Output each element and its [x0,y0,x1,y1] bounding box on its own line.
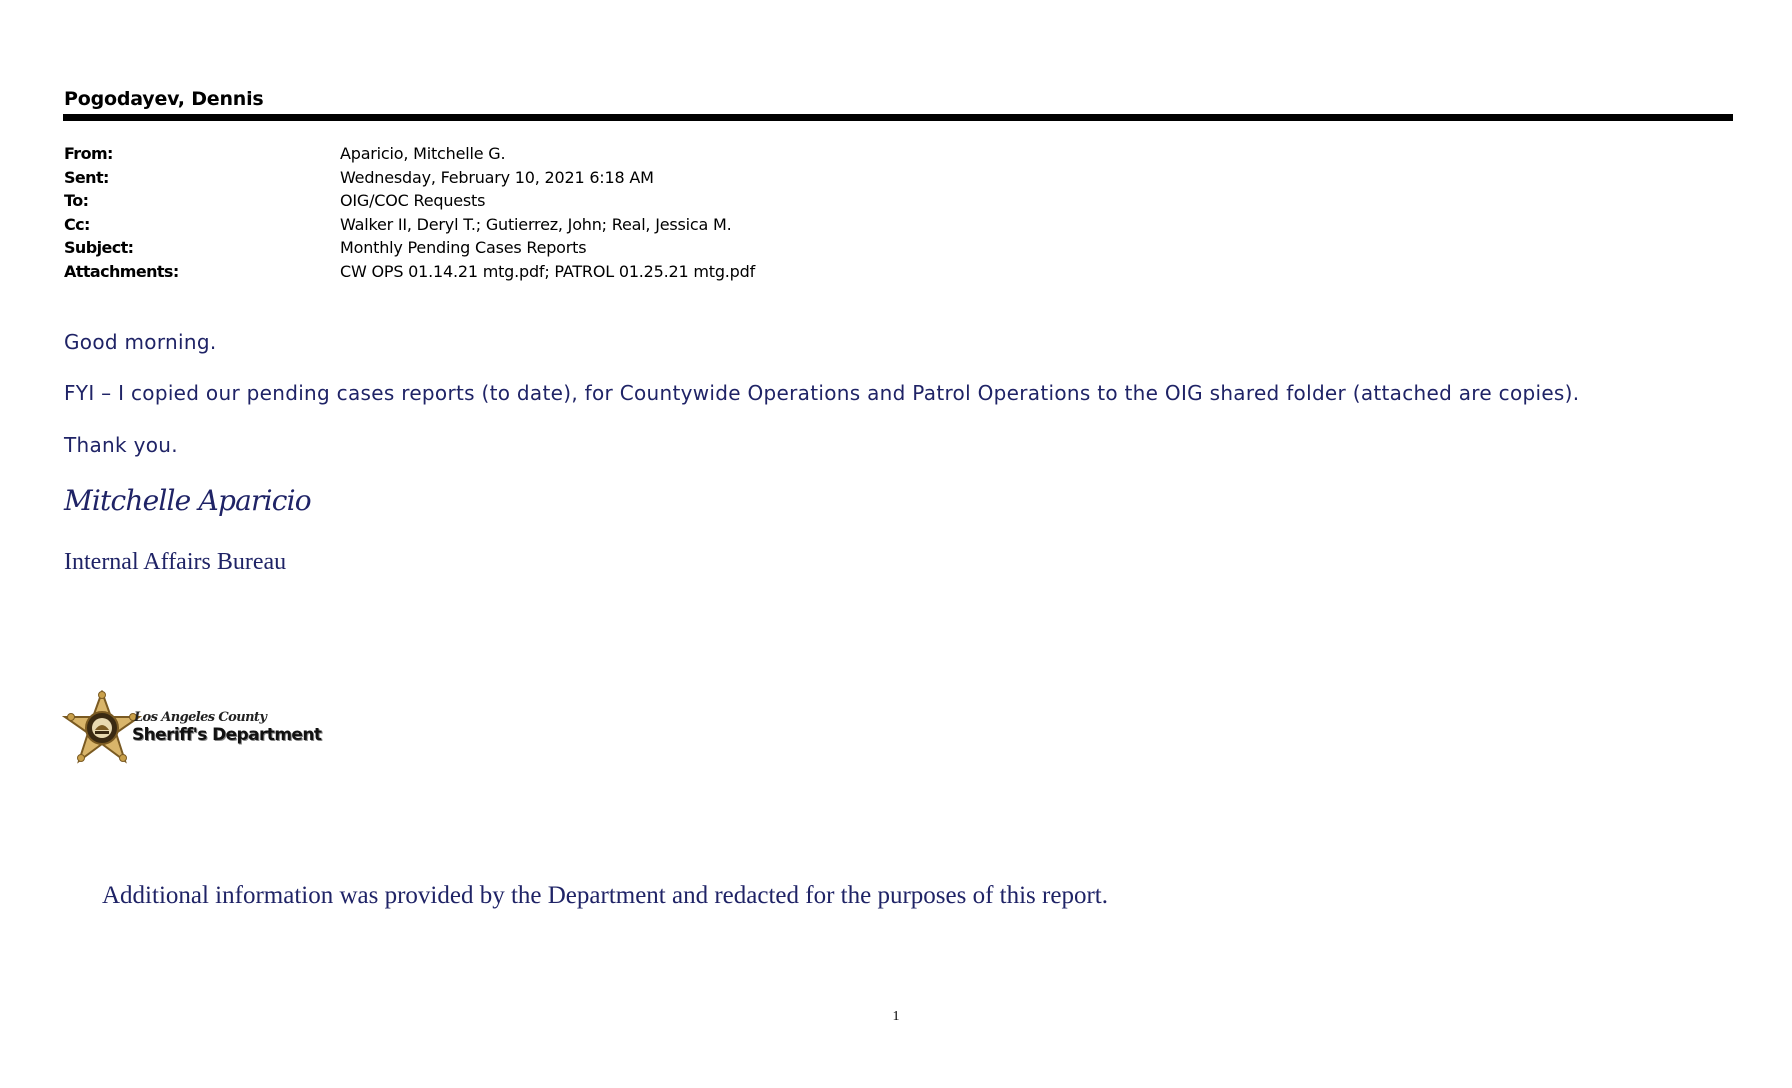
meta-row-to [64,189,755,213]
to-value: OIG/COC Requests [340,191,486,211]
page-number: 1 [892,1009,900,1024]
closing-text: Thank you. [64,433,178,457]
meta-row-attachments [64,260,755,284]
logo-county-text: Los Angeles County [134,710,267,725]
meta-row-subject [64,236,755,260]
header-divider [63,114,1733,121]
sent-value: Wednesday, February 10, 2021 6:18 AM [340,167,654,187]
meta-row-from [64,142,755,166]
cc-value: Walker II, Deryl T.; Gutierrez, John; Real, Jessica M. [340,214,732,234]
signature-department: Internal Affairs Bureau [64,549,287,575]
cc-label: Cc: [64,214,90,234]
logo-department-text: Sheriff's Department [132,725,322,745]
sent-label: Sent: [64,167,109,187]
subject-label: Subject: [64,238,134,258]
meta-row-sent [64,166,755,190]
subject-value: Monthly Pending Cases Reports [340,238,587,258]
greeting-text: Good morning. [64,330,217,354]
recipient-name: Pogodayev, Dennis [64,88,264,110]
attachments-label: Attachments: [64,261,179,281]
meta-row-cc [64,213,755,237]
to-label: To: [64,191,89,211]
sheriff-department-logo [62,690,332,770]
message-text: FYI – I copied our pending cases reports (to date), for Countywide Operations and Patrol Operations to the OIG shared folder (attached are copies). [64,381,1580,405]
from-value: Aparicio, Mitchelle G. [340,144,506,163]
email-metadata [64,142,755,284]
signature-name: Mitchelle Aparicio [64,484,311,517]
from-label: From: [64,144,113,163]
attachments-value: CW OPS 01.14.21 mtg.pdf; PATROL 01.25.21 mtg.pdf [340,261,756,281]
sheriff-star-icon [62,690,142,770]
redaction-note: Additional information was provided by the Department and redacted for the purposes of this report. [102,882,1108,909]
